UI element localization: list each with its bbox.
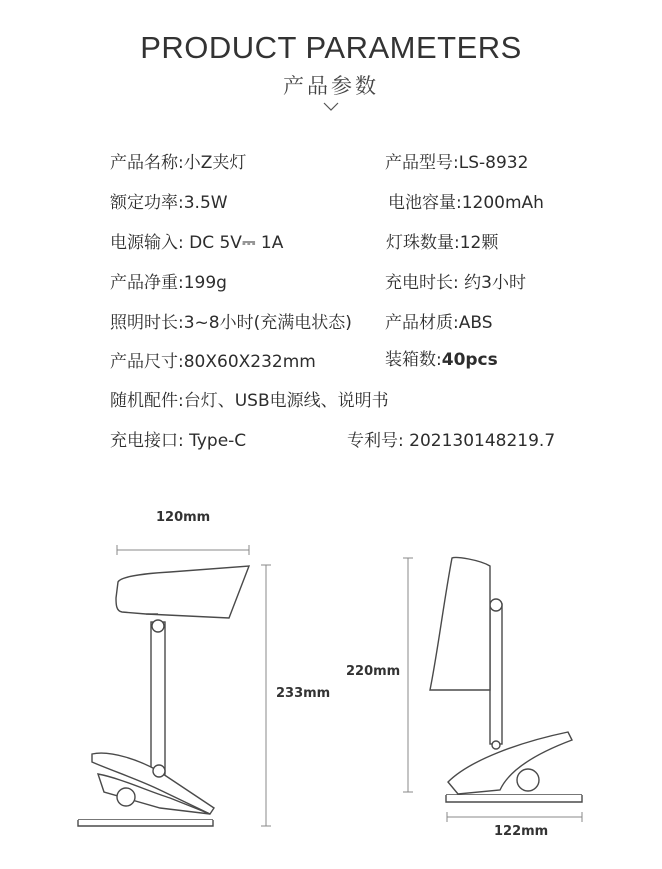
param-patent: 专利号: 202130148219.7 — [347, 431, 556, 451]
param-weight: 产品净重:199g — [110, 273, 227, 293]
param-battery: 电池容量:1200mAh — [388, 193, 544, 213]
param-product-name: 产品名称:小Z夹灯 — [110, 153, 247, 173]
page-subtitle: 产品参数 — [283, 74, 379, 98]
param-size: 产品尺寸:80X60X232mm — [110, 352, 316, 372]
param-carton-label: 装箱数: — [385, 350, 442, 370]
dim-height-left: 233mm — [276, 686, 331, 701]
dim-width-right: 122mm — [494, 824, 549, 839]
lamp-side-view — [78, 566, 249, 826]
param-port: 充电接口: Type-C — [110, 431, 247, 451]
param-carton-value: 40pcs — [441, 350, 498, 370]
dim-height-right: 220mm — [346, 664, 401, 679]
param-input: 电源输入: DC 5V⎓ 1A — [110, 233, 284, 253]
param-power: 额定功率:3.5W — [110, 193, 228, 213]
param-beads: 灯珠数量:12颗 — [386, 233, 499, 253]
param-material: 产品材质:ABS — [385, 313, 493, 333]
param-accessories: 随机配件:台灯、USB电源线、说明书 — [110, 391, 389, 411]
page-title: PRODUCT PARAMETERS — [140, 30, 522, 65]
param-model: 产品型号:LS-8932 — [385, 153, 529, 173]
dim-width-left: 120mm — [156, 510, 211, 525]
param-light-time: 照明时长:3~8小时(充满电状态) — [110, 313, 352, 333]
lamp-front-view — [430, 557, 582, 802]
param-charge-time: 充电时长: 约3小时 — [385, 273, 526, 293]
